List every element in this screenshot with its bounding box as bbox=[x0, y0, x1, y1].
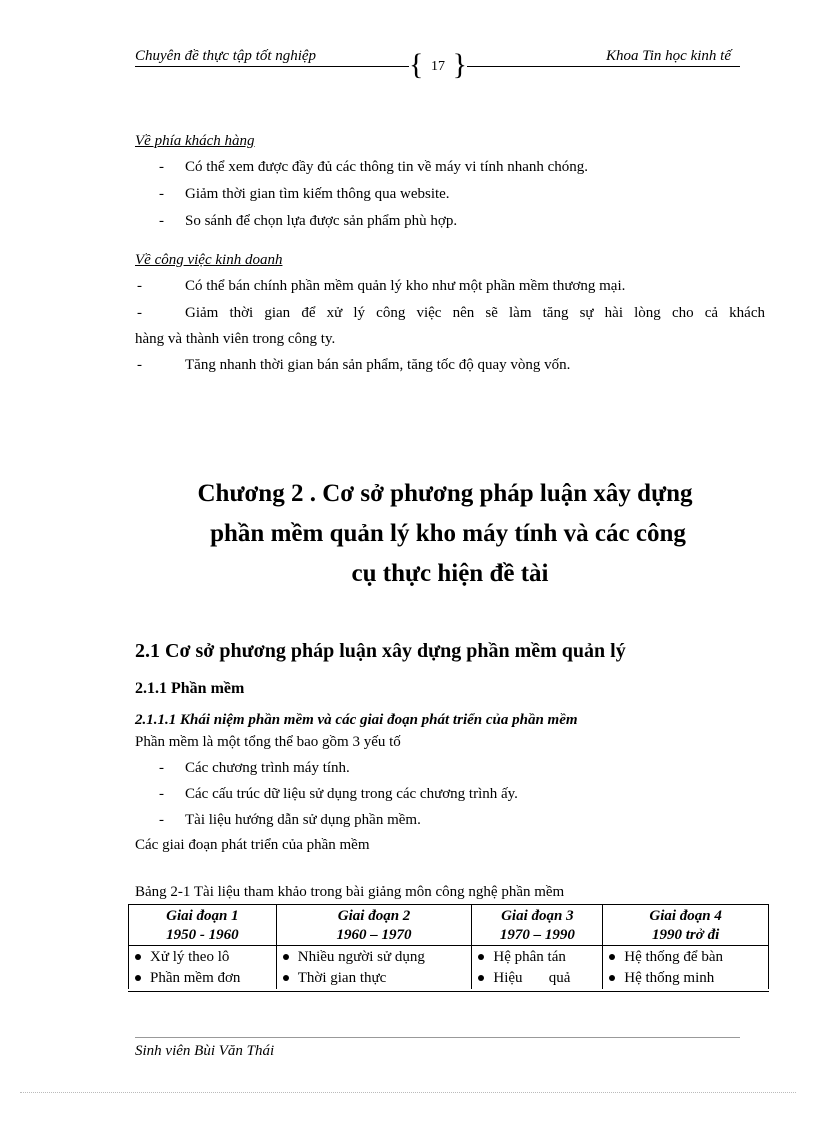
list-item: Tăng nhanh thời gian bán sản phẩm, tăng tốc độ quay vòng vốn. bbox=[185, 357, 571, 373]
bullet-icon bbox=[478, 975, 484, 981]
list-item: Giảm thời gian để xử lý công việc nên sẽ làm tăng sự hài lòng cho cả khách bbox=[185, 305, 765, 321]
stages-table bbox=[128, 904, 769, 989]
section-heading-2-1: 2.1 Cơ sở phương pháp luận xây dựng phần mềm quản lý bbox=[135, 640, 626, 662]
section-heading-2-1-1: 2.1.1 Phần mềm bbox=[135, 680, 245, 697]
customer-section-title: Về phía khách hàng bbox=[135, 133, 255, 149]
list-item: - bbox=[137, 357, 142, 373]
footer-author: Sinh viên Bùi Văn Thái bbox=[135, 1043, 275, 1059]
left-brace-icon: { bbox=[409, 48, 424, 81]
right-brace-icon: } bbox=[452, 48, 467, 81]
list-item: - bbox=[159, 760, 164, 776]
header-rule-left bbox=[135, 66, 409, 67]
bullet-icon bbox=[135, 954, 141, 960]
list-item: Có thể xem được đầy đủ các thông tin về máy vi tính nhanh chóng. bbox=[185, 159, 589, 175]
table-bottom-rule bbox=[128, 991, 769, 992]
page-bottom-divider bbox=[20, 1092, 796, 1093]
chapter-title-line: Chương 2 . Cơ sở phương pháp luận xây dựng bbox=[197, 480, 693, 507]
page-number-box bbox=[409, 50, 467, 82]
paragraph: Phần mềm là một tổng thể bao gồm 3 yếu tố bbox=[135, 734, 401, 750]
business-section-title: Về công việc kinh doanh bbox=[135, 252, 283, 268]
list-item: Giảm thời gian tìm kiếm thông qua website. bbox=[185, 186, 450, 202]
table-cell: Nhiều người sử dụng Thời gian thực bbox=[276, 946, 472, 990]
chapter-title-line: phần mềm quản lý kho máy tính và các công bbox=[210, 520, 686, 547]
list-item: Có thể bán chính phần mềm quản lý kho như một phần mềm thương mại. bbox=[185, 278, 626, 294]
section-heading-2-1-1-1: 2.1.1.1 Khái niệm phần mềm và các giai đoạn phát triển của phần mềm bbox=[135, 712, 578, 728]
list-item: So sánh để chọn lựa được sản phẩm phù hợp. bbox=[185, 213, 458, 229]
list-item: Tài liệu hướng dẫn sử dụng phần mềm. bbox=[185, 812, 421, 828]
table-header-row bbox=[129, 905, 769, 946]
bullet-icon bbox=[283, 954, 289, 960]
list-item-continuation: hàng và thành viên trong công ty. bbox=[135, 331, 336, 347]
header-left-title: Chuyên đề thực tập tốt nghiệp bbox=[135, 48, 317, 64]
list-item: - bbox=[159, 786, 164, 802]
table-header-cell: Giai đoạn 1 1950 - 1960 bbox=[129, 905, 277, 946]
bullet-icon bbox=[135, 975, 141, 981]
header-right-title: Khoa Tin học kinh tế bbox=[606, 48, 731, 64]
chapter-title bbox=[135, 474, 765, 594]
page-number: 17 bbox=[431, 59, 445, 74]
table-caption: Bảng 2-1 Tài liệu tham khảo trong bài giảng môn công nghệ phần mềm bbox=[135, 884, 565, 900]
header-rule-right bbox=[467, 66, 740, 67]
table-cell: Hệ phân tán Hiệu quả bbox=[472, 946, 603, 990]
list-item: - bbox=[137, 278, 142, 294]
table-row bbox=[129, 946, 769, 990]
list-item: - bbox=[137, 305, 142, 321]
bullet-icon bbox=[609, 975, 615, 981]
list-item: - bbox=[159, 812, 164, 828]
table-cell: Hệ thống để bàn Hệ thống minh bbox=[603, 946, 769, 990]
bullet-icon bbox=[478, 954, 484, 960]
list-item: Các cấu trúc dữ liệu sử dụng trong các chương trình ấy. bbox=[185, 786, 518, 802]
table-header-cell: Giai đoạn 4 1990 trở đi bbox=[603, 905, 769, 946]
table-cell: Xử lý theo lô Phần mềm đơn bbox=[129, 946, 277, 990]
list-item: Các chương trình máy tính. bbox=[185, 760, 350, 776]
bullet-icon bbox=[609, 954, 615, 960]
paragraph: Các giai đoạn phát triển của phần mềm bbox=[135, 837, 370, 853]
chapter-title-line: cụ thực hiện đề tài bbox=[351, 560, 549, 587]
bullet-icon bbox=[283, 975, 289, 981]
table-header-cell: Giai đoạn 2 1960 – 1970 bbox=[276, 905, 472, 946]
table-header-cell: Giai đoạn 3 1970 – 1990 bbox=[472, 905, 603, 946]
footer-rule bbox=[135, 1037, 740, 1038]
